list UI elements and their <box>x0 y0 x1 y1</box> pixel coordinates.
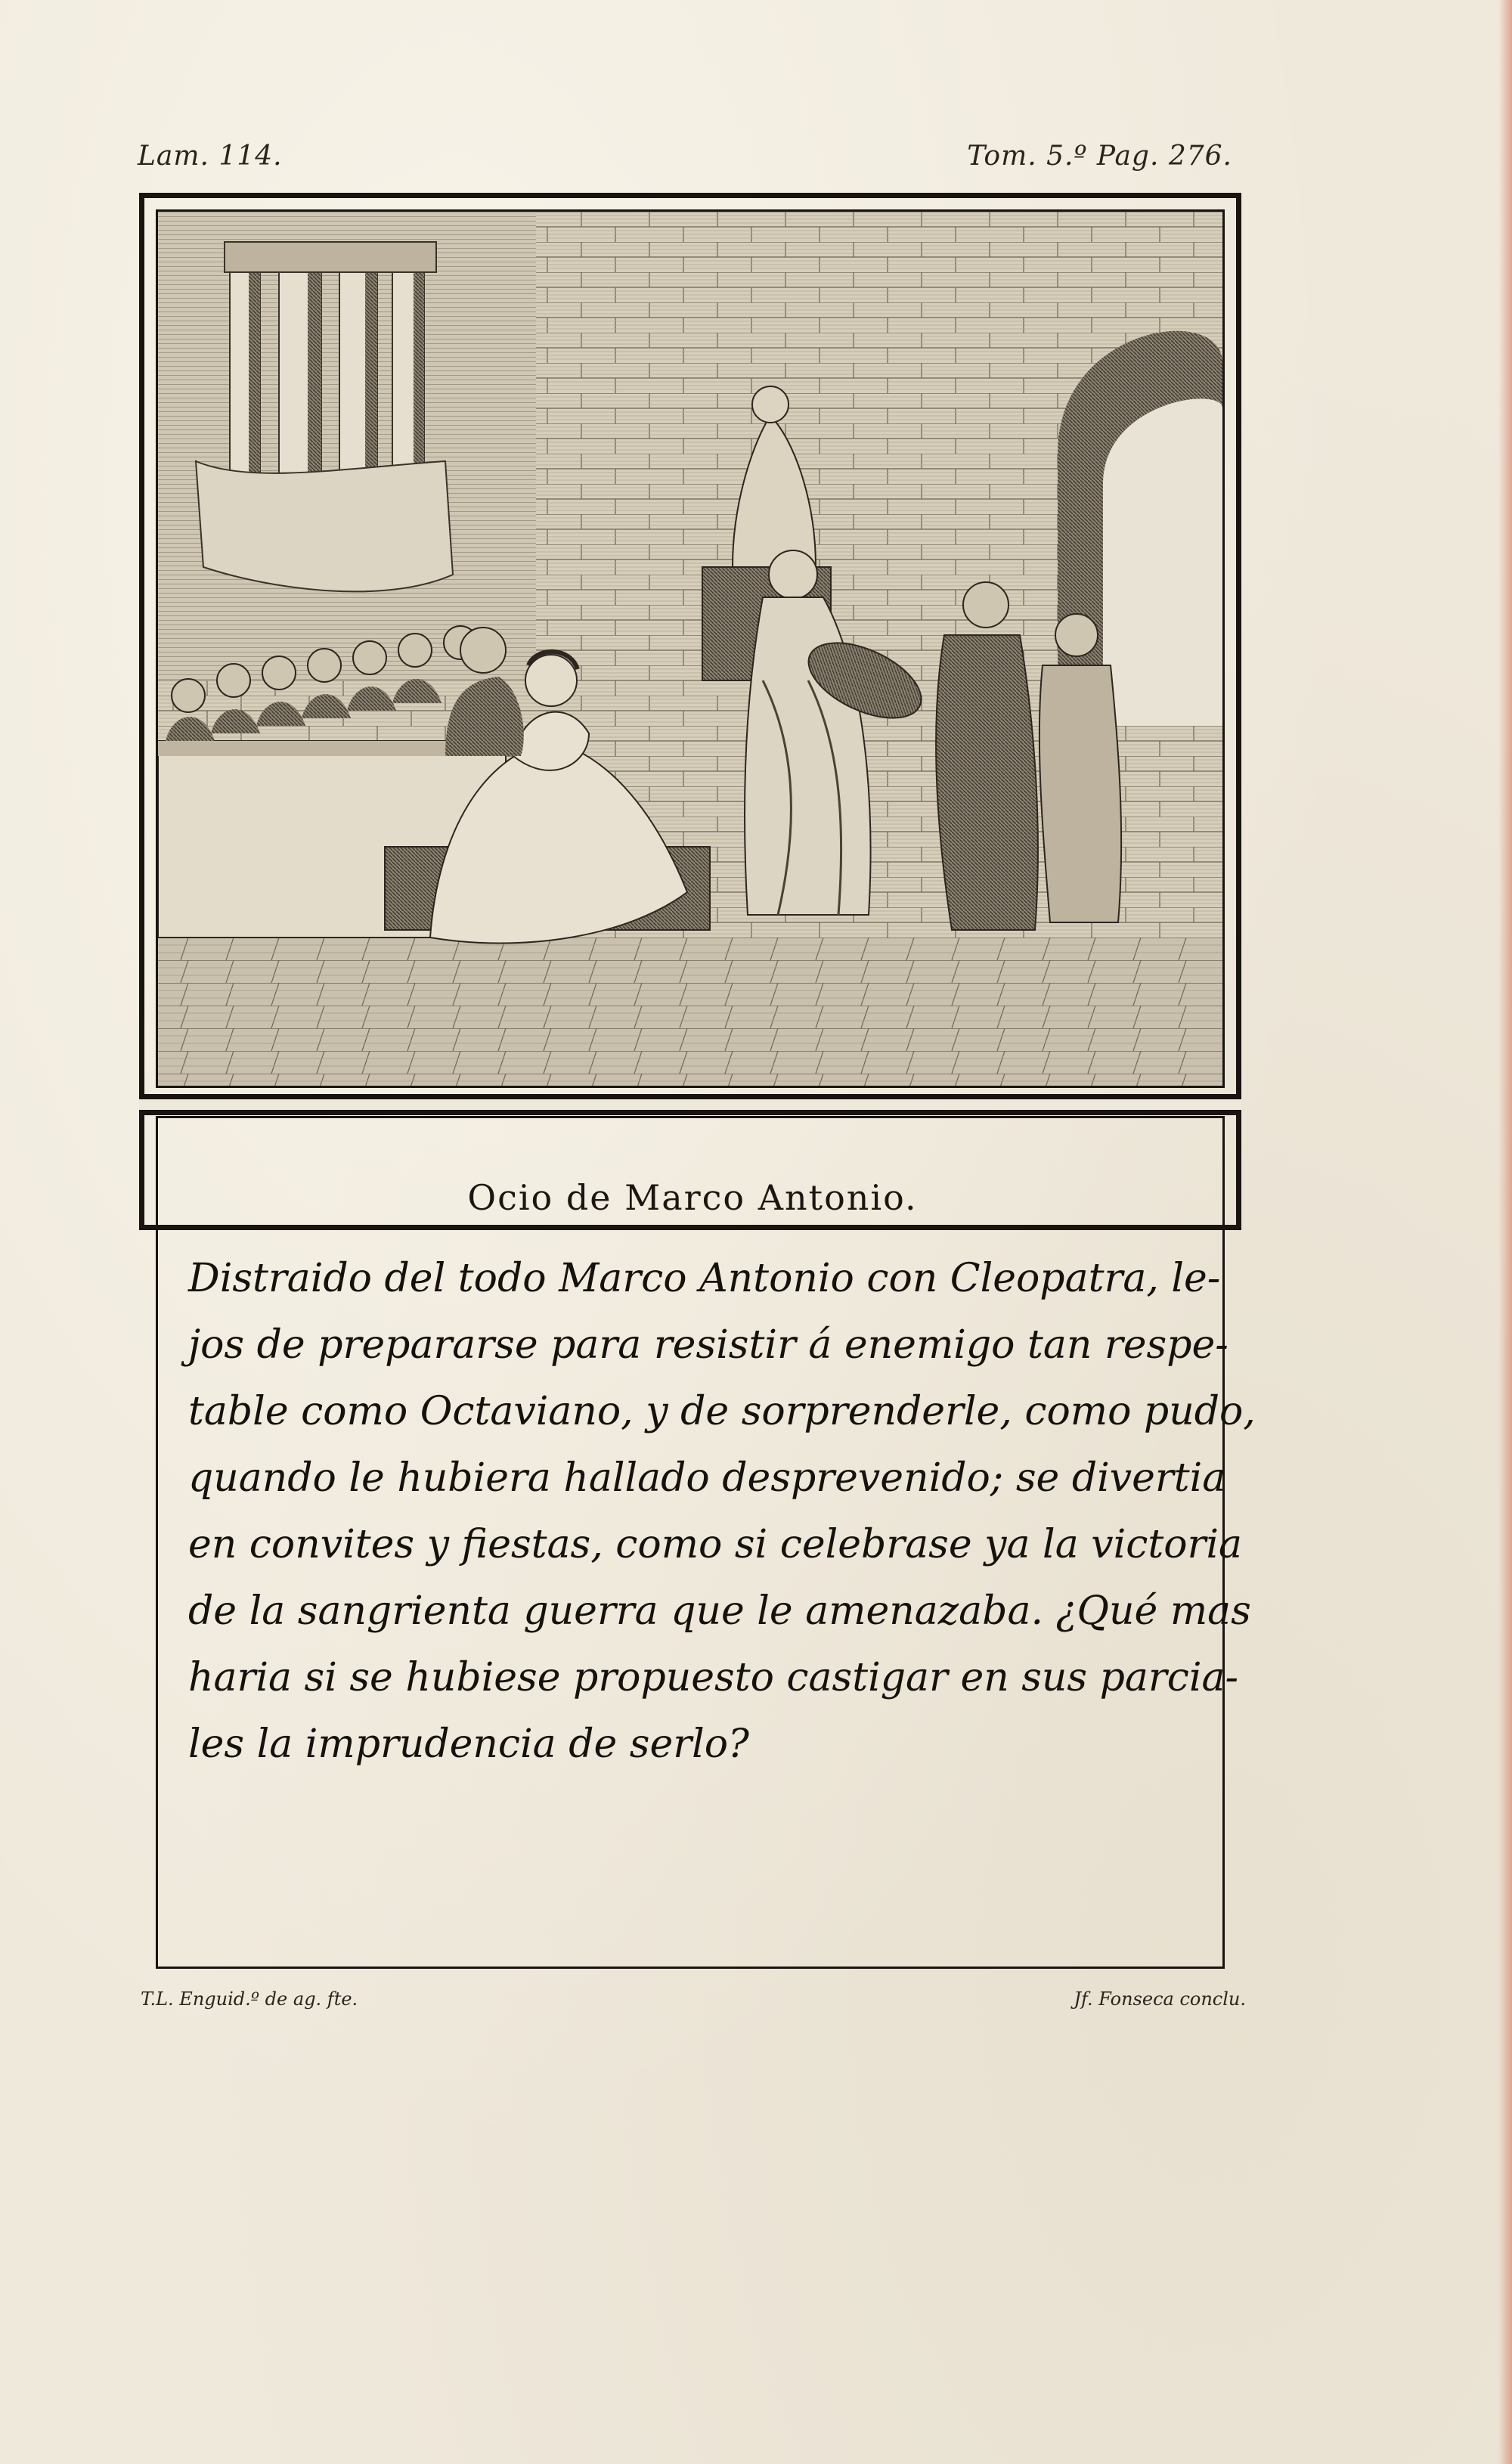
caption-line: Distraido del todo Marco Antonio con Cleopatra, le- <box>188 1256 1221 1301</box>
caption-line: quando le hubiera hallado desprevenido; se divertia <box>188 1455 1226 1501</box>
caption-line: jos de prepararse para resistir á enemigo tan respe- <box>188 1322 1228 1368</box>
finisher-credit: Jf. Fonseca conclu. <box>1074 1988 1246 2010</box>
caption-title: Ocio de Marco Antonio. <box>467 1177 918 1218</box>
caption-body <box>188 1245 1256 1777</box>
caption-line: haria si se hubiese propuesto castigar en sus parcia- <box>188 1655 1239 1700</box>
engraver-credit: T.L. Enguid.º de ag. fte. <box>141 1988 358 2010</box>
engraving-banquet-scene <box>156 209 1225 1088</box>
plate-divider <box>139 1094 1241 1115</box>
volume-page-reference: Tom. 5.º Pag. 276. <box>967 141 1232 172</box>
plate-number: Lam. 114. <box>138 141 283 172</box>
caption-panel <box>156 1116 1256 1969</box>
caption-line: les la imprudencia de serlo? <box>188 1722 749 1767</box>
caption-line: de la sangrienta guerra que le amenazaba. ¿Qué mas <box>188 1588 1251 1634</box>
caption-line: table como Octaviano, y de sorprenderle, como pudo, <box>188 1389 1256 1434</box>
paper-edge <box>1498 0 1512 2464</box>
caption-line: en convites y fiestas, como si celebrase ya la victoria <box>188 1522 1243 1567</box>
